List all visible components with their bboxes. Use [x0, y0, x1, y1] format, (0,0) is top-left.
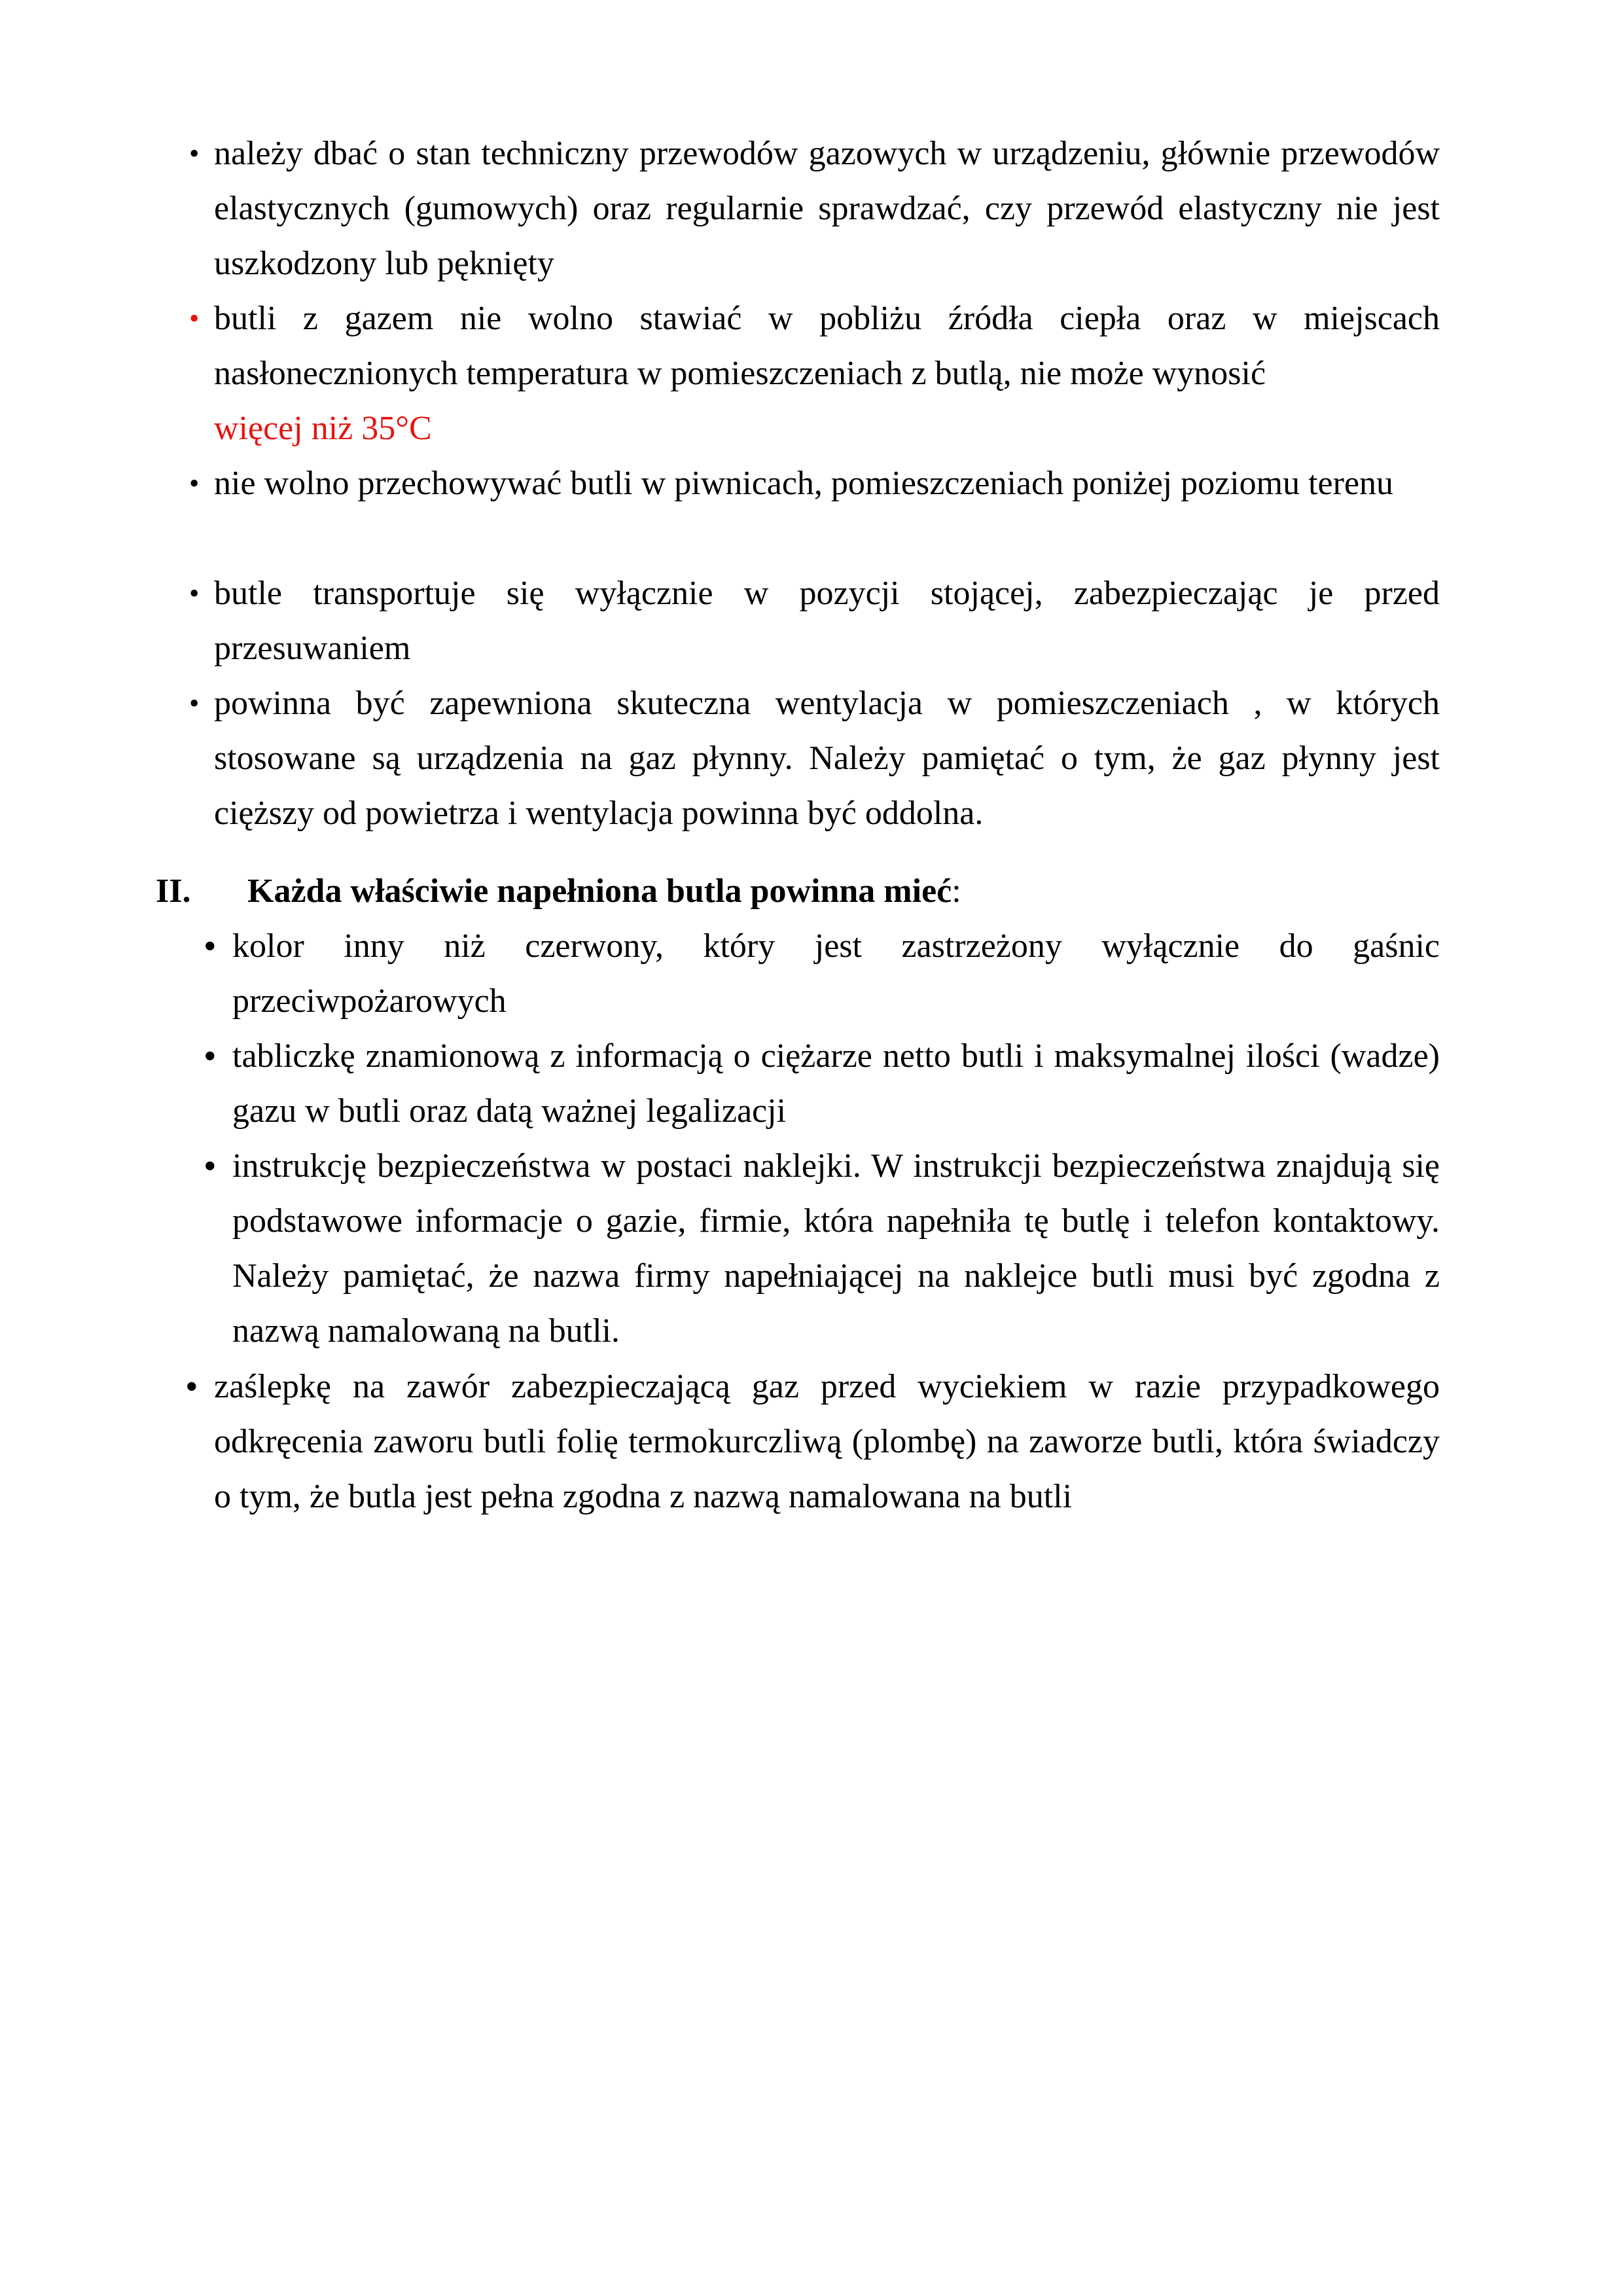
- list-item: [189, 456, 1440, 511]
- list-item: [204, 1139, 1440, 1359]
- section-heading: [156, 864, 961, 919]
- list-item-text: nie wolno przechowywać butli w piwnicach, pomieszczeniach poniżej poziomu terenu: [214, 465, 1394, 502]
- list-item: [185, 1359, 1440, 1524]
- list-item: [189, 126, 1440, 291]
- bullet-icon: •: [204, 1146, 217, 1187]
- list-item-text: butle transportuje się wyłącznie w pozycji stojącej, zabezpieczając je przed przesuwaniem: [214, 575, 1440, 667]
- bullet-icon: •: [189, 137, 200, 170]
- list-item-text: kolor inny niż czerwony, który jest zastrzeżony wyłącznie do gaśnic przeciwpożarowych: [232, 927, 1440, 1020]
- list-item: [204, 919, 1440, 1029]
- list-item: [189, 566, 1440, 676]
- list-item: [189, 676, 1440, 841]
- list-item: [204, 1029, 1440, 1139]
- list-item-text: butli z gazem nie wolno stawiać w pobliżu źródła ciepła oraz w miejscach nasłonecznionych temperatura w pomieszczeniach z butlą, nie może wynosić: [214, 300, 1440, 392]
- bullet-icon: •: [189, 467, 200, 499]
- section-number: II.: [156, 872, 191, 910]
- bullet-icon: •: [204, 1036, 217, 1077]
- bullet-icon: •: [185, 1367, 198, 1407]
- list-item-text: zaślepkę na zawór zabezpieczającą gaz przed wyciekiem w razie przypadkowego odkręcenia zaworu butli folię termokurczliwą (plombę) na zaworze butli, która świadczy o tym, że butla jest pełna zgodna z nazwą namalowana na butli: [214, 1368, 1440, 1515]
- temperature-warning: więcej niż 35°C: [214, 410, 432, 447]
- list-item-text: tabliczkę znamionową z informacją o ciężarze netto butli i maksymalnej ilości (wadze) gazu w butli oraz datą ważnej legalizacji: [232, 1037, 1440, 1130]
- list-item-text: powinna być zapewniona skuteczna wentylacja w pomieszczeniach , w których stosowane są urządzenia na gaz płynny. Należy pamiętać o tym, że gaz płynny jest cięższy od powietrza i wentylacja powinna być oddolna.: [214, 685, 1440, 832]
- list-item: [189, 291, 1440, 456]
- bullet-icon: •: [189, 302, 200, 334]
- section-title: Każda właściwie napełniona butla powinna mieć: [247, 872, 952, 910]
- list-item-text: należy dbać o stan techniczny przewodów gazowych w urządzeniu, głównie przewodów elastycznych (gumowych) oraz regularnie sprawdzać, czy przewód elastyczny nie jest uszkodzony lub pęknięty: [214, 135, 1440, 282]
- list-item-text: instrukcję bezpieczeństwa w postaci naklejki. W instrukcji bezpieczeństwa znajdują się podstawowe informacje o gazie, firmie, która napełniła tę butlę i telefon kontaktowy. Należy pamiętać, że nazwa firmy napełniającej na naklejce butli musi być zgodna z nazwą namalowaną na butli.: [232, 1147, 1440, 1350]
- bullet-icon: •: [189, 577, 200, 609]
- section-title-colon: :: [952, 872, 961, 910]
- bullet-icon: •: [189, 687, 200, 719]
- bullet-icon: •: [204, 926, 217, 967]
